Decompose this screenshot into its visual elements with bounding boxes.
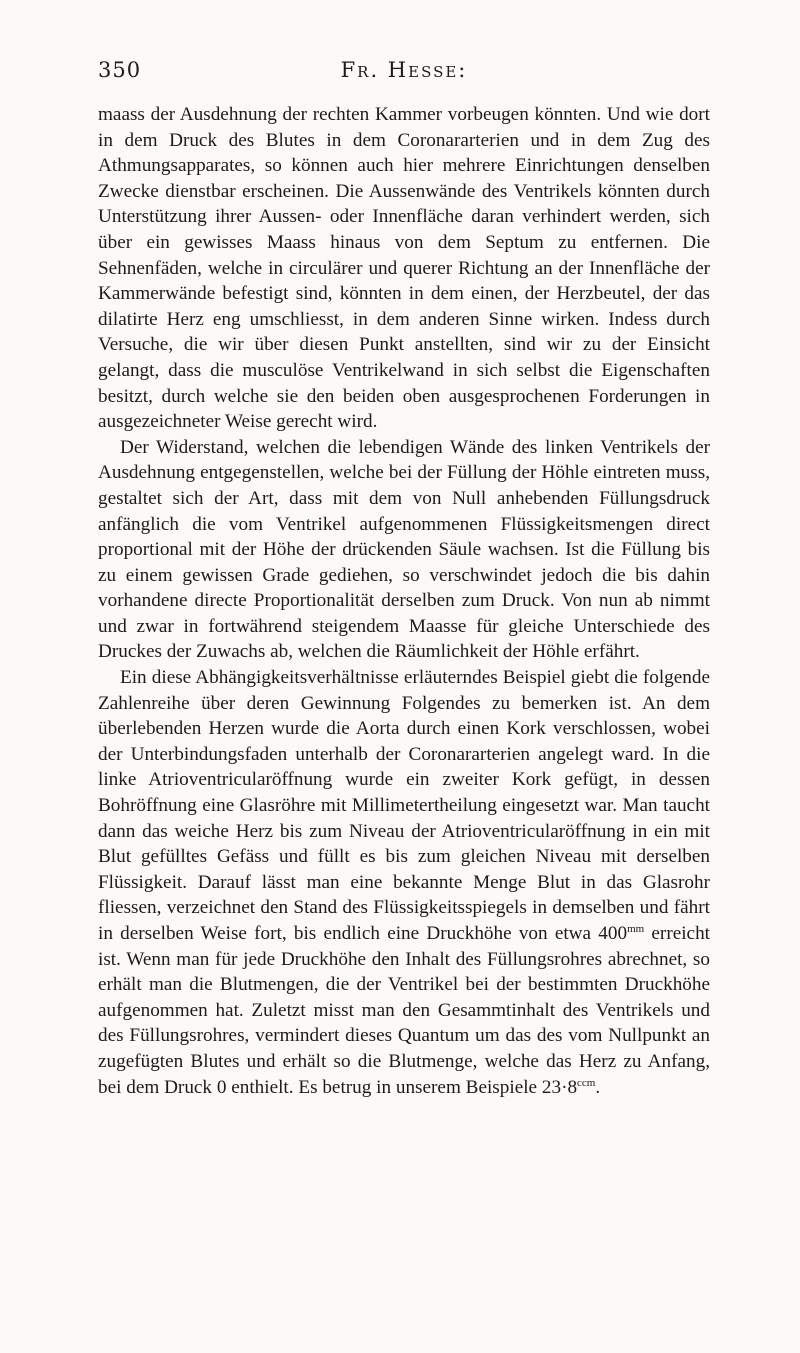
- paragraph-3-text-after: .: [595, 1076, 601, 1098]
- pressure-unit: mm: [627, 923, 645, 935]
- paragraph-3-text-middle: erreicht ist. Wenn man für jede Druckhöhe den Inhalt des Füllungsrohres abrechnet, so erhält man die Blutmengen, die der Ventrikel bei der bestimmten Druckhöhe aufgenommen hat. Zuletzt misst man den Gesammtinhalt des Ventrikels und des Füllungsrohres, vermindert dieses Quantum um das des vom Nullpunkt an zugefügten Blutes und erhält so die Blutmenge, welche das Herz zu Anfang, bei dem Druck 0 enthielt. Es betrug in unserem Beispiele: [98, 923, 710, 1098]
- running-head: Fr. Hesse:: [340, 58, 468, 82]
- volume-number: 23·8: [541, 1076, 578, 1098]
- paragraph-1: maass der Ausdehnung der rechten Kammer vorbeugen könnten. Und wie dort in dem Druck des Blutes in dem Coronararterien und in dem Zug des Athmungsapparates, so können auch hier mehrere Einrichtungen denselben Zwecke dienstbar erscheinen. Die Aussenwände des Ventrikels könnten durch Unterstützung ihrer Aussen- oder Innenfläche daran verhindert werden, sich über ein gewisses Maass hinaus von dem Septum zu entfernen. Die Sehnenfäden, welche in circulärer und querer Richtung an der Innenfläche der Kammerwände befestigt sind, könnten in dem einen, der Herzbeutel, der das dilatirte Herz eng umschliesst, in dem anderen Sinne wirken. Indess durch Versuche, die wir über diesen Punkt anstellten, sind wir zu der Einsicht gelangt, dass die musculöse Ventrikelwand in sich selbst die Eigenschaften besitzt, durch welche sie den beiden oben ausgesprochenen Forderungen in ausgezeichneter Weise gerecht wird.: [98, 104, 710, 433]
- volume-value: [542, 1077, 596, 1098]
- volume-unit: ccm: [577, 1076, 596, 1089]
- pressure-number: 400: [598, 923, 628, 944]
- paragraph-2: Der Widerstand, welchen die lebendigen Wände des linken Ventrikels der Ausdehnung entgegenstellen, welche bei der Füllung der Höhle eintreten muss, gestaltet sich der Art, dass mit dem von Null anhebenden Füllungsdruck anfänglich die vom Ventrikel aufgenommenen Flüssigkeitsmengen direct proportional mit der Höhe der drückenden Säule wachsen. Ist die Füllung bis zu einem gewissen Grade gediehen, so verschwindet jedoch die bis dahin vorhandene directe Proportionalität derselben zum Druck. Von nun ab nimmt und zwar in fortwährend steigendem Maasse für gleiche Unterschiede des Druckes der Zuwachs ab, welchen die Räumlichkeit der Höhle erfährt.: [98, 436, 710, 663]
- pressure-value: [598, 923, 644, 944]
- page-header: [98, 58, 710, 88]
- body-text: [98, 102, 710, 1100]
- paragraph-3-text-before: Ein diese Abhängigkeitsverhältnisse erläuterndes Beispiel giebt die folgende Zahlenreihe über deren Gewinnung Folgendes zu bemerken ist. An dem überlebenden Herzen wurde die Aorta durch einen Kork verschlossen, wobei der Unterbindungsfaden unterhalb der Coronararterien angelegt ward. In die linke Atrioventricularöffnung wurde ein zweiter Kork gefügt, in dessen Bohröffnung eine Glasröhre mit Millimetertheilung eingesetzt war. Man taucht dann das weiche Herz bis zum Niveau der Atrioventricularöffnung in ein mit Blut gefülltes Gefäss und füllt es bis zum gleichen Niveau mit derselben Flüssigkeit. Darauf lässt man eine bekannte Menge Blut in das Glasrohr fliessen, verzeichnet den Stand des Flüssigkeitsspiegels in demselben und fährt in derselben Weise fort, bis endlich eine Druckhöhe von etwa: [98, 667, 710, 944]
- page-number: 350: [98, 58, 142, 82]
- paragraph-3: [98, 665, 710, 1100]
